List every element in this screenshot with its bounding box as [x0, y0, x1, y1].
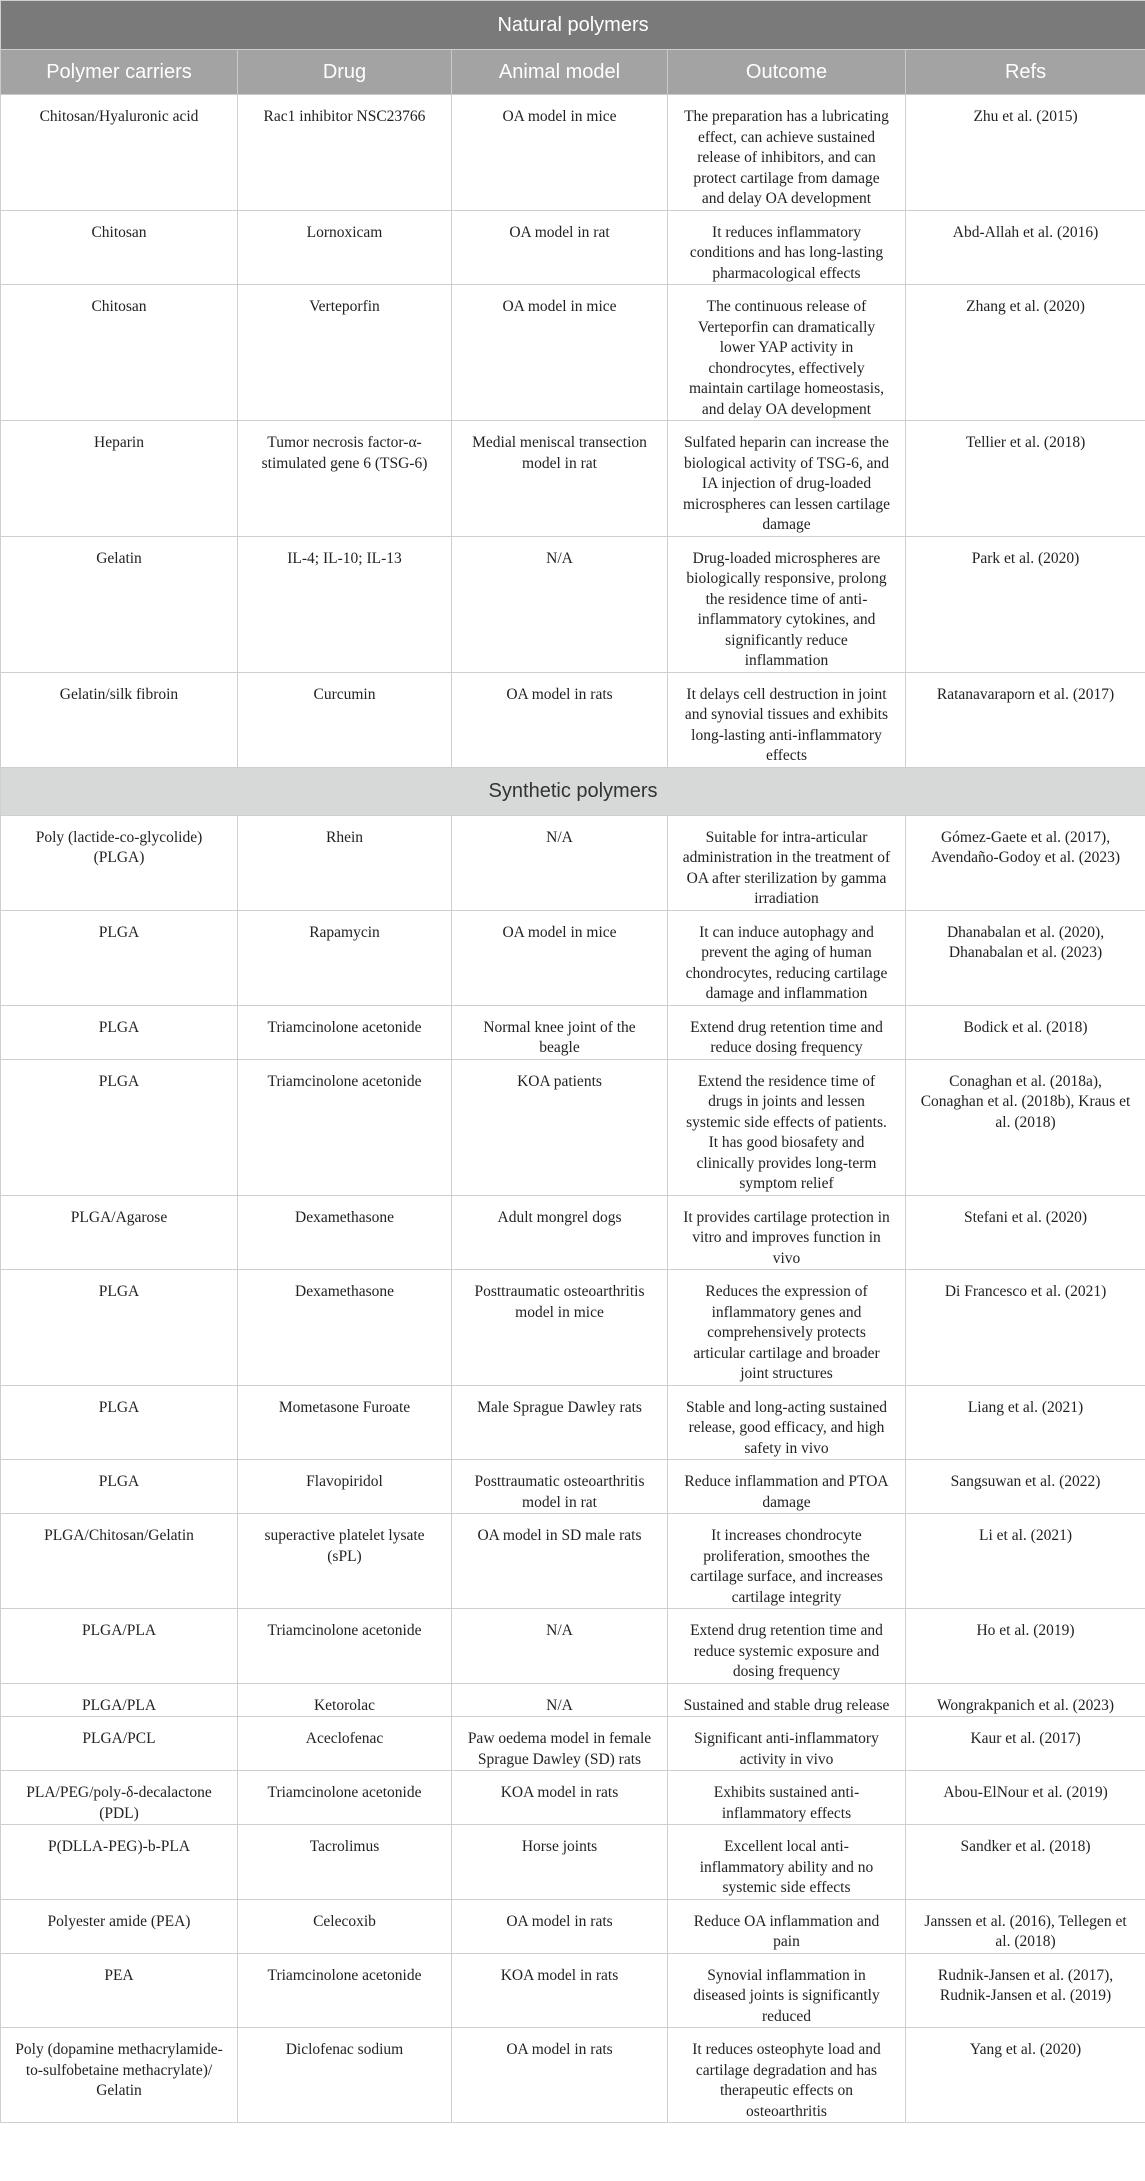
- refs-cell: Abou-ElNour et al. (2019): [906, 1771, 1145, 1825]
- polymer-carrier-cell: PLGA: [1, 1385, 238, 1460]
- outcome-cell: It delays cell destruction in joint and synovial tissues and exhibits long-lasting anti-inflammatory effects: [668, 672, 906, 767]
- table-row: [1, 1195, 1145, 1270]
- polymer-carrier-cell: PLGA: [1, 1270, 238, 1386]
- animal-model-cell: Posttraumatic osteoarthritis model in rat: [452, 1460, 668, 1514]
- table-row: [1, 536, 1145, 672]
- table-row: [1, 2028, 1145, 2123]
- animal-model-cell: OA model in rat: [452, 210, 668, 285]
- polymer-carrier-cell: Poly (lactide-co-glycolide)(PLGA): [1, 815, 238, 910]
- table-body: [1, 1, 1145, 2123]
- animal-model-cell: OA model in rats: [452, 672, 668, 767]
- animal-model-cell: N/A: [452, 1609, 668, 1684]
- polymer-carrier-cell: PLGA: [1, 1059, 238, 1195]
- animal-model-cell: OA model in mice: [452, 285, 668, 421]
- refs-cell: Ho et al. (2019): [906, 1609, 1145, 1684]
- drug-cell: Curcumin: [238, 672, 452, 767]
- outcome-cell: The continuous release of Verteporfin can dramatically lower YAP activity in chondrocytes, effectively maintain cartilage homeostasis, and delay OA development: [668, 285, 906, 421]
- refs-cell: Bodick et al. (2018): [906, 1005, 1145, 1059]
- drug-cell: superactive platelet lysate (sPL): [238, 1514, 452, 1609]
- drug-cell: IL-4; IL-10; IL-13: [238, 536, 452, 672]
- header-row: [1, 50, 1145, 95]
- polymer-carrier-cell: PLGA: [1, 1460, 238, 1514]
- table-row: [1, 95, 1145, 211]
- refs-cell: Janssen et al. (2016), Tellegen et al. (2018): [906, 1899, 1145, 1953]
- outcome-cell: Excellent local anti-inflammatory ability and no systemic side effects: [668, 1825, 906, 1900]
- polymer-carrier-cell: PLGA/PLA: [1, 1683, 238, 1717]
- refs-cell: Wongrakpanich et al. (2023): [906, 1683, 1145, 1717]
- drug-cell: Celecoxib: [238, 1899, 452, 1953]
- table-row: [1, 1460, 1145, 1514]
- polymer-carrier-cell: Chitosan: [1, 210, 238, 285]
- drug-cell: Triamcinolone acetonide: [238, 1609, 452, 1684]
- outcome-cell: Significant anti-inflammatory activity in vivo: [668, 1717, 906, 1771]
- table-row: [1, 421, 1145, 537]
- refs-cell: Stefani et al. (2020): [906, 1195, 1145, 1270]
- refs-cell: Li et al. (2021): [906, 1514, 1145, 1609]
- drug-cell: Triamcinolone acetonide: [238, 1059, 452, 1195]
- outcome-cell: Extend drug retention time and reduce systemic exposure and dosing frequency: [668, 1609, 906, 1684]
- outcome-cell: It increases chondrocyte proliferation, smoothes the cartilage surface, and increases cartilage integrity: [668, 1514, 906, 1609]
- drug-cell: Aceclofenac: [238, 1717, 452, 1771]
- header-outcome: Outcome: [668, 50, 906, 95]
- header-polymer-carriers: Polymer carriers: [1, 50, 238, 95]
- polymer-carrier-cell: Gelatin/silk fibroin: [1, 672, 238, 767]
- table-row: [1, 210, 1145, 285]
- table-row: [1, 1717, 1145, 1771]
- refs-cell: Kaur et al. (2017): [906, 1717, 1145, 1771]
- animal-model-cell: Adult mongrel dogs: [452, 1195, 668, 1270]
- outcome-cell: It reduces inflammatory conditions and has long-lasting pharmacological effects: [668, 210, 906, 285]
- header-animal-model: Animal model: [452, 50, 668, 95]
- polymer-carrier-cell: PLGA/Agarose: [1, 1195, 238, 1270]
- outcome-cell: It provides cartilage protection in vitro and improves function in vivo: [668, 1195, 906, 1270]
- outcome-cell: Suitable for intra-articular administration in the treatment of OA after sterilization by gamma irradiation: [668, 815, 906, 910]
- table-row: [1, 910, 1145, 1005]
- drug-cell: Tacrolimus: [238, 1825, 452, 1900]
- polymer-carrier-cell: Heparin: [1, 421, 238, 537]
- table-row: [1, 1005, 1145, 1059]
- animal-model-cell: Paw oedema model in female Sprague Dawley (SD) rats: [452, 1717, 668, 1771]
- outcome-cell: It can induce autophagy and prevent the aging of human chondrocytes, reducing cartilage damage and inflammation: [668, 910, 906, 1005]
- outcome-cell: Reduces the expression of inflammatory genes and comprehensively protects articular cartilage and broader joint structures: [668, 1270, 906, 1386]
- section-title-natural: Natural polymers: [1, 1, 1145, 50]
- header-refs: Refs: [906, 50, 1145, 95]
- animal-model-cell: KOA patients: [452, 1059, 668, 1195]
- outcome-cell: Sulfated heparin can increase the biological activity of TSG-6, and IA injection of drug-loaded microspheres can lessen cartilage damage: [668, 421, 906, 537]
- animal-model-cell: Medial meniscal transection model in rat: [452, 421, 668, 537]
- table-row: [1, 815, 1145, 910]
- polymer-carrier-cell: P(DLLA-PEG)-b-PLA: [1, 1825, 238, 1900]
- table-row: [1, 1771, 1145, 1825]
- animal-model-cell: OA model in mice: [452, 910, 668, 1005]
- drug-cell: Triamcinolone acetonide: [238, 1953, 452, 2028]
- polymer-carrier-cell: PEA: [1, 1953, 238, 2028]
- table-row: [1, 1270, 1145, 1386]
- polymer-carrier-cell: Chitosan: [1, 285, 238, 421]
- drug-cell: Dexamethasone: [238, 1195, 452, 1270]
- outcome-cell: Exhibits sustained anti-inflammatory effects: [668, 1771, 906, 1825]
- polymer-carrier-cell: Poly (dopamine methacrylamide-to-sulfobetaine methacrylate)/ Gelatin: [1, 2028, 238, 2123]
- animal-model-cell: N/A: [452, 1683, 668, 1717]
- polymer-carrier-cell: PLGA/PLA: [1, 1609, 238, 1684]
- refs-cell: Abd-Allah et al. (2016): [906, 210, 1145, 285]
- outcome-cell: Sustained and stable drug release: [668, 1683, 906, 1717]
- outcome-cell: Drug-loaded microspheres are biologically responsive, prolong the residence time of anti-inflammatory cytokines, and significantly reduce inflammation: [668, 536, 906, 672]
- section-title-synthetic: Synthetic polymers: [1, 767, 1145, 815]
- polymer-carrier-cell: Gelatin: [1, 536, 238, 672]
- refs-cell: Liang et al. (2021): [906, 1385, 1145, 1460]
- drug-cell: Verteporfin: [238, 285, 452, 421]
- outcome-cell: It reduces osteophyte load and cartilage degradation and has therapeutic effects on osteoarthritis: [668, 2028, 906, 2123]
- table-row: [1, 1385, 1145, 1460]
- drug-cell: Dexamethasone: [238, 1270, 452, 1386]
- drug-cell: Flavopiridol: [238, 1460, 452, 1514]
- table-row: [1, 1953, 1145, 2028]
- refs-cell: Rudnik-Jansen et al. (2017), Rudnik-Jansen et al. (2019): [906, 1953, 1145, 2028]
- refs-cell: Di Francesco et al. (2021): [906, 1270, 1145, 1386]
- drug-cell: Tumor necrosis factor-α-stimulated gene 6 (TSG-6): [238, 421, 452, 537]
- animal-model-cell: KOA model in rats: [452, 1771, 668, 1825]
- animal-model-cell: OA model in SD male rats: [452, 1514, 668, 1609]
- outcome-cell: Extend the residence time of drugs in joints and lessen systemic side effects of patients. It has good biosafety and clinically provides long-term symptom relief: [668, 1059, 906, 1195]
- drug-cell: Lornoxicam: [238, 210, 452, 285]
- refs-cell: Ratanavaraporn et al. (2017): [906, 672, 1145, 767]
- animal-model-cell: OA model in mice: [452, 95, 668, 211]
- drug-cell: Triamcinolone acetonide: [238, 1771, 452, 1825]
- animal-model-cell: N/A: [452, 536, 668, 672]
- table-row: [1, 1514, 1145, 1609]
- table-row: [1, 1899, 1145, 1953]
- animal-model-cell: Posttraumatic osteoarthritis model in mice: [452, 1270, 668, 1386]
- refs-cell: Sangsuwan et al. (2022): [906, 1460, 1145, 1514]
- table-row: [1, 1609, 1145, 1684]
- refs-cell: Gómez-Gaete et al. (2017), Avendaño-Godoy et al. (2023): [906, 815, 1145, 910]
- drug-cell: Rapamycin: [238, 910, 452, 1005]
- refs-cell: Zhang et al. (2020): [906, 285, 1145, 421]
- outcome-cell: Reduce inflammation and PTOA damage: [668, 1460, 906, 1514]
- animal-model-cell: Horse joints: [452, 1825, 668, 1900]
- animal-model-cell: N/A: [452, 815, 668, 910]
- drug-cell: Diclofenac sodium: [238, 2028, 452, 2123]
- refs-cell: Yang et al. (2020): [906, 2028, 1145, 2123]
- polymer-carrier-cell: PLGA: [1, 1005, 238, 1059]
- outcome-cell: Synovial inflammation in diseased joints is significantly reduced: [668, 1953, 906, 2028]
- drug-cell: Ketorolac: [238, 1683, 452, 1717]
- animal-model-cell: OA model in rats: [452, 1899, 668, 1953]
- table-row: [1, 1825, 1145, 1900]
- outcome-cell: The preparation has a lubricating effect, can achieve sustained release of inhibitors, and can protect cartilage from damage and delay OA development: [668, 95, 906, 211]
- refs-cell: Park et al. (2020): [906, 536, 1145, 672]
- drug-cell: Rhein: [238, 815, 452, 910]
- table-row: [1, 672, 1145, 767]
- polymer-carrier-cell: PLGA/PCL: [1, 1717, 238, 1771]
- outcome-cell: Reduce OA inflammation and pain: [668, 1899, 906, 1953]
- refs-cell: Tellier et al. (2018): [906, 421, 1145, 537]
- polymer-carrier-cell: Polyester amide (PEA): [1, 1899, 238, 1953]
- table-row: [1, 1683, 1145, 1717]
- animal-model-cell: Normal knee joint of the beagle: [452, 1005, 668, 1059]
- drug-cell: Mometasone Furoate: [238, 1385, 452, 1460]
- outcome-cell: Extend drug retention time and reduce dosing frequency: [668, 1005, 906, 1059]
- table-row: [1, 285, 1145, 421]
- refs-cell: Dhanabalan et al. (2020), Dhanabalan et al. (2023): [906, 910, 1145, 1005]
- table-row: [1, 1059, 1145, 1195]
- drug-cell: Rac1 inhibitor NSC23766: [238, 95, 452, 211]
- polymer-carrier-cell: Chitosan/Hyaluronic acid: [1, 95, 238, 211]
- refs-cell: Sandker et al. (2018): [906, 1825, 1145, 1900]
- polymer-carrier-cell: PLGA: [1, 910, 238, 1005]
- drug-cell: Triamcinolone acetonide: [238, 1005, 452, 1059]
- refs-cell: Conaghan et al. (2018a), Conaghan et al. (2018b), Kraus et al. (2018): [906, 1059, 1145, 1195]
- animal-model-cell: OA model in rats: [452, 2028, 668, 2123]
- section-row-natural: [1, 1, 1145, 50]
- polymer-carrier-cell: PLGA/Chitosan/Gelatin: [1, 1514, 238, 1609]
- outcome-cell: Stable and long-acting sustained release, good efficacy, and high safety in vivo: [668, 1385, 906, 1460]
- polymer-carrier-cell: PLA/PEG/poly-δ-decalactone (PDL): [1, 1771, 238, 1825]
- section-row-synthetic: [1, 767, 1145, 815]
- header-drug: Drug: [238, 50, 452, 95]
- animal-model-cell: KOA model in rats: [452, 1953, 668, 2028]
- refs-cell: Zhu et al. (2015): [906, 95, 1145, 211]
- animal-model-cell: Male Sprague Dawley rats: [452, 1385, 668, 1460]
